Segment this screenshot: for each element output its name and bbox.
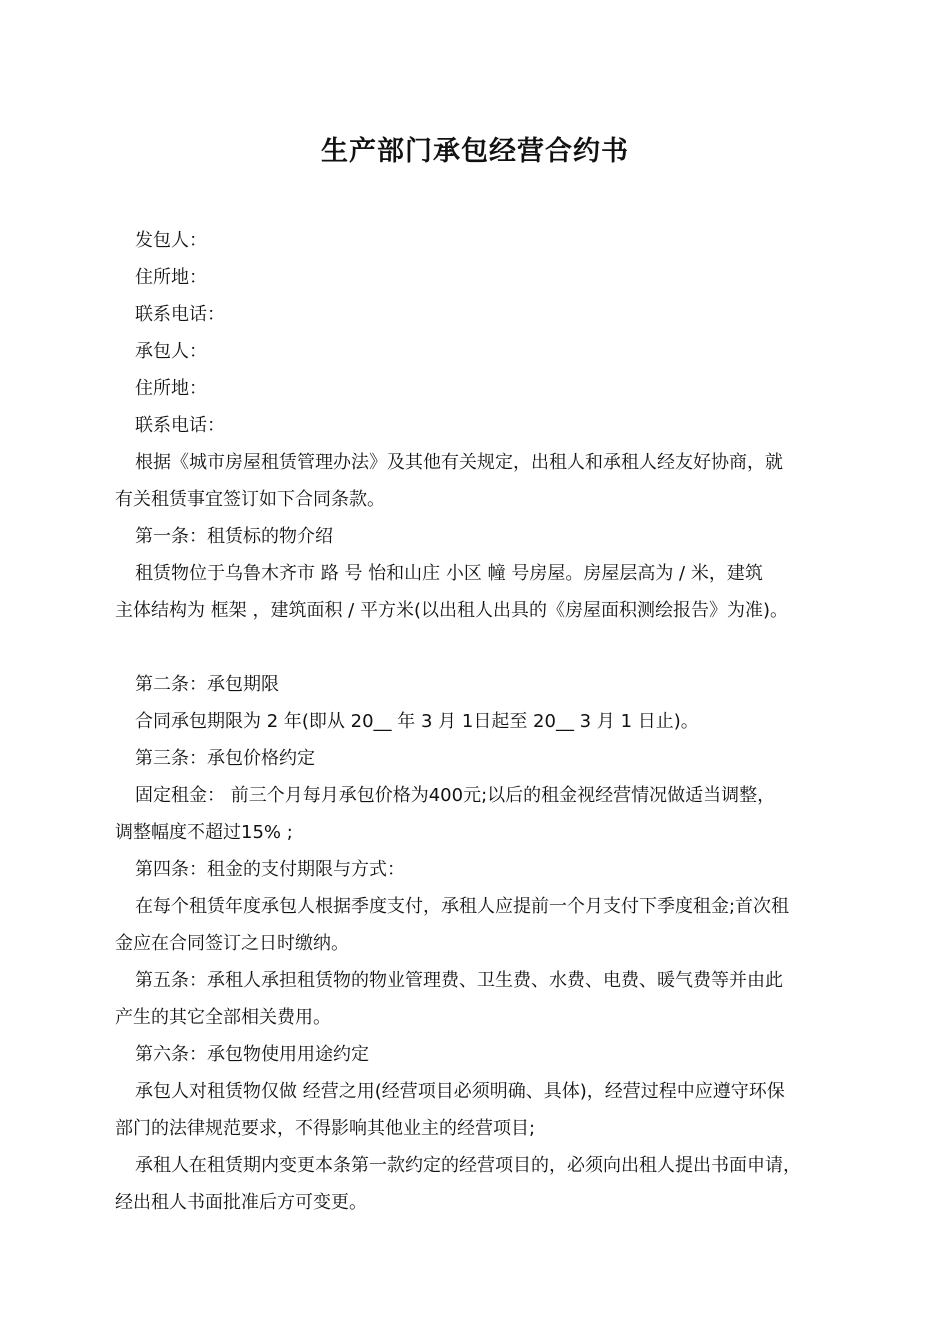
issuer-label: 发包人： (135, 230, 207, 251)
article-5-line-2: 产生的其它全部相关费用。 (115, 1007, 331, 1028)
paragraph-gap (115, 629, 845, 666)
article-6-line-3: 承租人在租赁期内变更本条第一款约定的经营项目的，必须向出租人提出书面申请， (135, 1155, 801, 1176)
contractor-label: 承包人： (135, 341, 207, 362)
article-3-heading: 第三条：承包价格约定 (135, 748, 315, 769)
intro-line-1: 根据《城市房屋租赁管理办法》及其他有关规定，出租人和承租人经友好协商，就 (135, 452, 783, 473)
contractor-address-label: 住所地： (135, 378, 207, 399)
article-6-line-1: 承包人对租赁物仅做 经营之用(经营项目必须明确、具体)，经营过程中应遵守环保 (135, 1081, 785, 1102)
article-1-line-1: 租赁物位于乌鲁木齐市 路 号 怡和山庄 小区 幢 号房屋。房屋层高为 / 米，建筑 (135, 563, 763, 584)
article-2-line-1: 合同承包期限为 2 年(即从 20__ 年 3 月 1日起至 20__ 3 月 1 日止)。 (135, 711, 699, 732)
issuer-address-label: 住所地： (135, 267, 207, 288)
contractor-phone-label: 联系电话： (135, 415, 225, 436)
article-3-line-1: 固定租金： 前三个月每月承包价格为400元;以后的租金视经营情况做适当调整， (135, 785, 776, 806)
document-body (115, 222, 845, 1221)
article-6-line-4: 经出租人书面批准后方可变更。 (115, 1192, 367, 1213)
article-3-line-2: 调整幅度不超过15% ; (115, 822, 293, 843)
article-4-heading: 第四条：租金的支付期限与方式： (135, 859, 405, 880)
article-4-line-2: 金应在合同签订之日时缴纳。 (115, 933, 349, 954)
article-5-line-1: 第五条：承租人承担租赁物的物业管理费、卫生费、水费、电费、暖气费等并由此 (135, 970, 783, 991)
article-2-heading: 第二条：承包期限 (135, 674, 279, 695)
intro-line-2: 有关租赁事宜签订如下合同条款。 (115, 489, 385, 510)
article-1-heading: 第一条：租赁标的物介绍 (135, 526, 333, 547)
article-1-line-2: 主体结构为 框架 ，建筑面积 / 平方米(以出租人出具的《房屋面积测绘报告》为准)。 (115, 600, 788, 621)
issuer-phone-label: 联系电话： (135, 304, 225, 325)
article-6-line-2: 部门的法律规范要求，不得影响其他业主的经营项目; (115, 1118, 536, 1139)
article-6-heading: 第六条：承包物使用用途约定 (135, 1044, 369, 1065)
article-4-line-1: 在每个租赁年度承包人根据季度支付，承租人应提前一个月支付下季度租金;首次租 (135, 896, 790, 917)
document-title: 生产部门承包经营合约书 (321, 136, 629, 167)
